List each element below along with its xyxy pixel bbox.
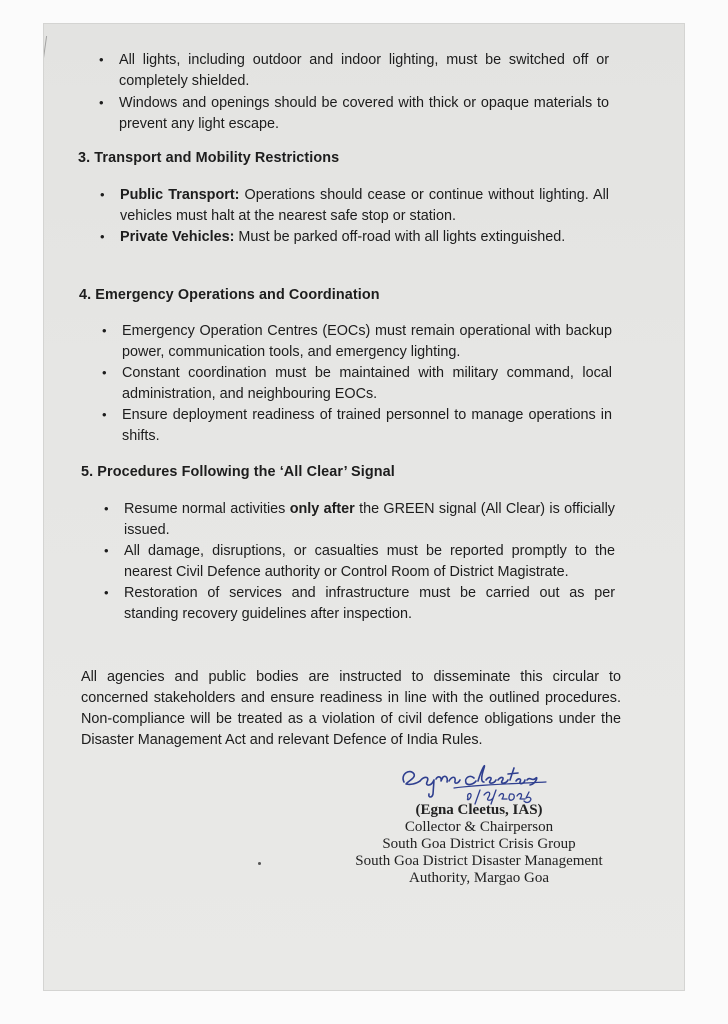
- document-page: [44, 24, 684, 990]
- item-text: the GREEN signal (All Clear) is officially issued.: [124, 501, 615, 538]
- list-item: [124, 499, 615, 540]
- section-4-list: [122, 321, 612, 446]
- item-lead: Private Vehicles:: [120, 229, 235, 245]
- fragment-list: [119, 50, 609, 134]
- section-4-heading: 4. Emergency Operations and Coordination: [79, 287, 380, 303]
- item-text: Must be parked off-road with all lights extinguished.: [234, 229, 566, 245]
- item-emphasis: only after: [289, 501, 355, 517]
- item-text: Resume normal activities: [124, 501, 290, 517]
- list-item: • All damage, disruptions, or casualties must be reported promptly to the nearest Civil Defence authority or Control Room of District Magistrate.: [124, 541, 615, 582]
- list-item: • Restoration of services and infrastructure must be carried out as per standing recovery guidelines after inspection.: [124, 583, 615, 624]
- section-5-list: [124, 499, 615, 624]
- list-item: • Windows and openings should be covered with thick or opaque materials to prevent any light escape.: [119, 93, 609, 134]
- item-lead: Public Transport:: [120, 187, 240, 203]
- signatory-title: South Goa District Disaster Management: [355, 853, 603, 869]
- list-item: • Ensure deployment readiness of trained personnel to manage operations in shifts.: [122, 405, 612, 446]
- list-item: • All lights, including outdoor and indoor lighting, must be switched off or completely shielded.: [119, 50, 609, 91]
- signatory-title: Collector & Chairperson: [404, 819, 554, 835]
- list-item: • Emergency Operation Centres (EOCs) must remain operational with backup power, communication tools, and emergency lighting.: [122, 321, 612, 362]
- closing-paragraph: All agencies and public bodies are instructed to disseminate this circular to concerned stakeholders and ensure readiness in line with the outlined procedures. Non-compliance will be treated as a violation of civil defence obligations under the Disaster Management Act and relevant Defence of India Rules.: [81, 669, 621, 748]
- section-3-heading: 3. Transport and Mobility Restrictions: [78, 150, 340, 166]
- list-item: [120, 227, 609, 248]
- signatory-title: Authority, Margao Goa: [409, 870, 549, 886]
- section-3-list: [120, 185, 609, 248]
- list-item: [120, 185, 609, 226]
- list-item: • Constant coordination must be maintained with military command, local administration, and neighbouring EOCs.: [122, 363, 612, 404]
- page-edge-mark: [44, 36, 61, 66]
- signatory-title: South Goa District Crisis Group: [382, 836, 576, 852]
- section-5-heading: 5. Procedures Following the ‘All Clear’ Signal: [81, 464, 395, 480]
- signatory-block: [304, 802, 654, 887]
- signatory-name: (Egna Cleetus, IAS): [415, 802, 543, 818]
- item-text: Operations should cease or continue without lighting. All vehicles must halt at the nearest safe stop or station.: [120, 187, 609, 224]
- paper-speck: [258, 862, 261, 865]
